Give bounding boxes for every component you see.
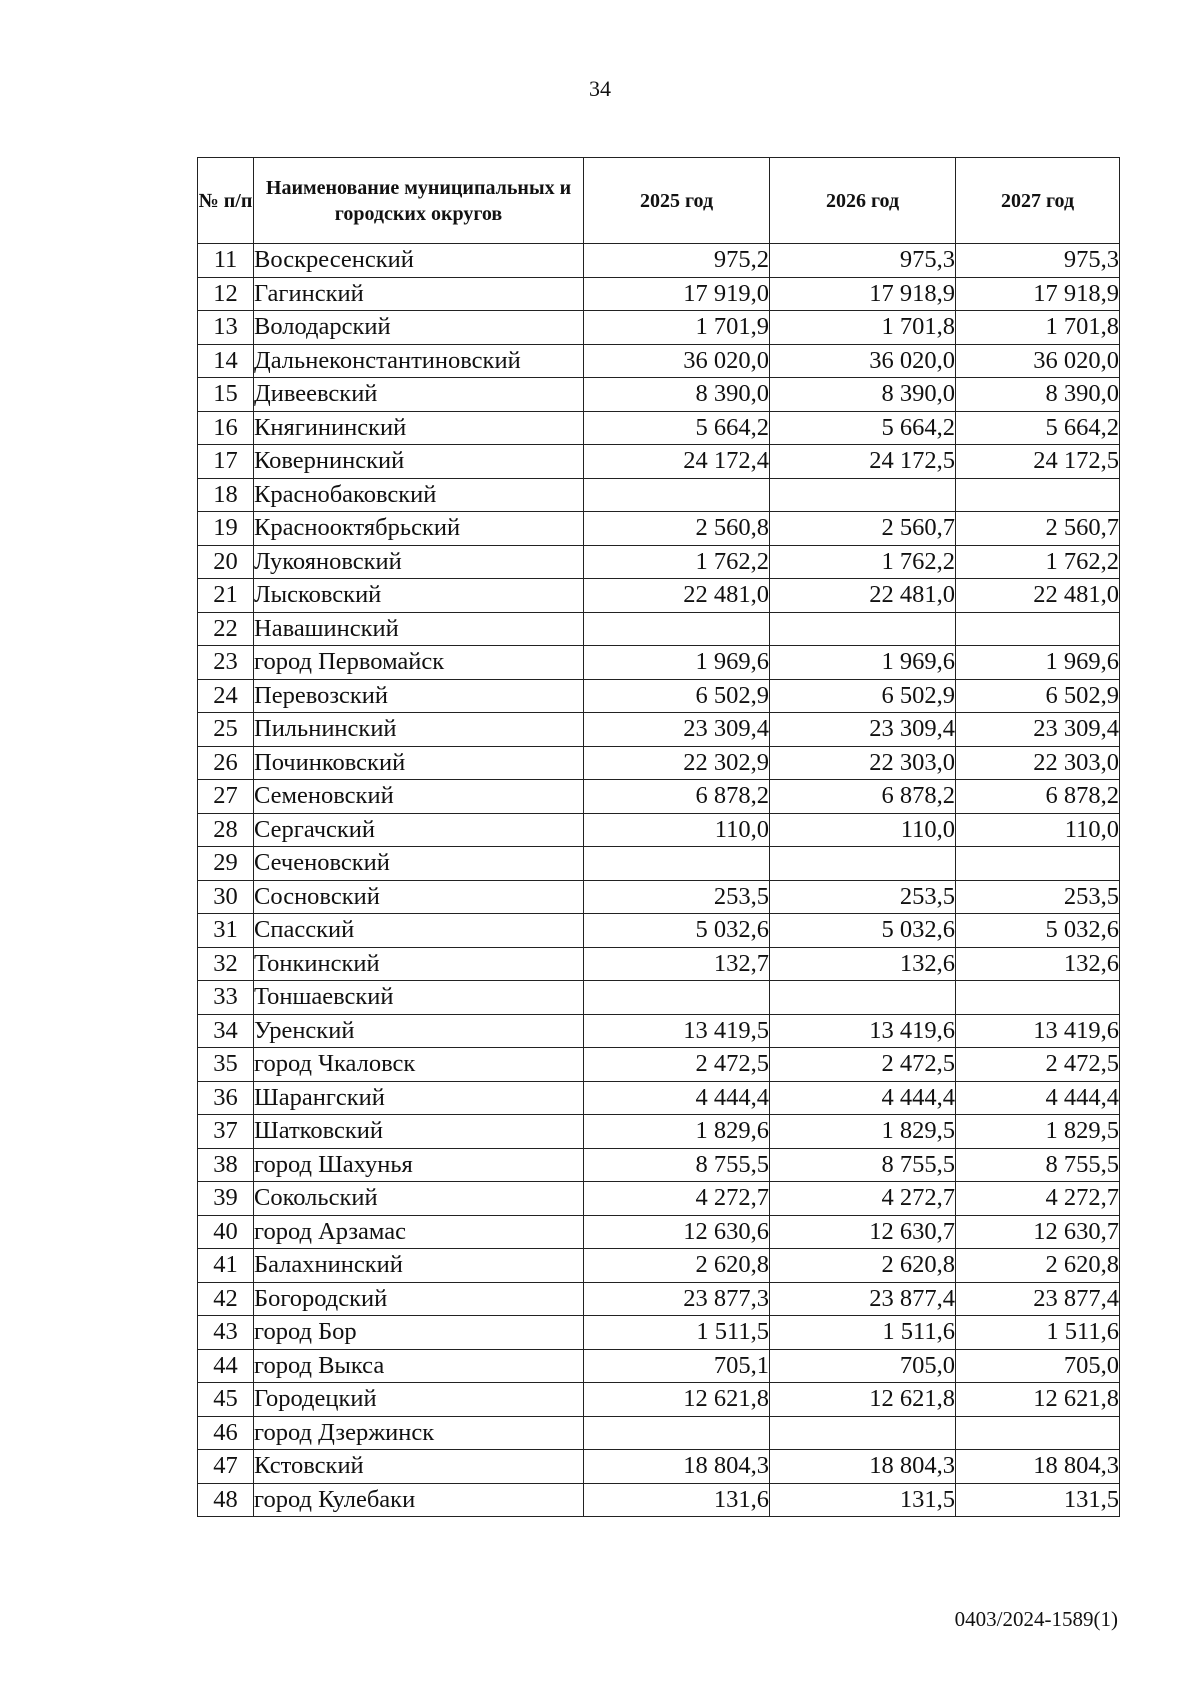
cell-2026: 5 664,2: [770, 411, 956, 445]
cell-2026: 110,0: [770, 813, 956, 847]
cell-num: 42: [198, 1282, 254, 1316]
cell-name: город Чкаловск: [254, 1048, 584, 1082]
cell-name: город Выкса: [254, 1349, 584, 1383]
cell-2026: 23 877,4: [770, 1282, 956, 1316]
cell-2026: [770, 612, 956, 646]
cell-num: 30: [198, 880, 254, 914]
cell-num: 38: [198, 1148, 254, 1182]
cell-2026: 705,0: [770, 1349, 956, 1383]
cell-2026: 1 762,2: [770, 545, 956, 579]
cell-name: Сосновский: [254, 880, 584, 914]
header-row: [198, 158, 1120, 244]
cell-num: 22: [198, 612, 254, 646]
cell-2027: 13 419,6: [956, 1014, 1120, 1048]
cell-num: 32: [198, 947, 254, 981]
cell-num: 17: [198, 445, 254, 479]
cell-2026: 22 303,0: [770, 746, 956, 780]
table-row: [198, 1483, 1120, 1517]
cell-name: Краснобаковский: [254, 478, 584, 512]
cell-name: Воскресенский: [254, 244, 584, 278]
cell-2026: 23 309,4: [770, 713, 956, 747]
cell-2027: 12 630,7: [956, 1215, 1120, 1249]
cell-num: 36: [198, 1081, 254, 1115]
cell-2025: 5 664,2: [584, 411, 770, 445]
table-row: [198, 1215, 1120, 1249]
cell-name: Сеченовский: [254, 847, 584, 881]
table-row: [198, 1182, 1120, 1216]
cell-num: 16: [198, 411, 254, 445]
cell-2027: 6 878,2: [956, 780, 1120, 814]
cell-name: Тонкинский: [254, 947, 584, 981]
cell-num: 23: [198, 646, 254, 680]
cell-num: 47: [198, 1450, 254, 1484]
table-header: [198, 158, 1120, 244]
cell-2026: [770, 847, 956, 881]
cell-name: Починковский: [254, 746, 584, 780]
cell-2025: 13 419,5: [584, 1014, 770, 1048]
cell-num: 13: [198, 311, 254, 345]
cell-2026: 4 444,4: [770, 1081, 956, 1115]
cell-2027: 8 755,5: [956, 1148, 1120, 1182]
header-2027: 2027 год: [956, 158, 1120, 244]
table-row: [198, 612, 1120, 646]
cell-2025: 1 829,6: [584, 1115, 770, 1149]
table-row: [198, 947, 1120, 981]
cell-num: 25: [198, 713, 254, 747]
cell-num: 46: [198, 1416, 254, 1450]
cell-2027: 22 481,0: [956, 579, 1120, 613]
cell-2025: [584, 478, 770, 512]
cell-2027: 132,6: [956, 947, 1120, 981]
cell-num: 40: [198, 1215, 254, 1249]
cell-num: 14: [198, 344, 254, 378]
cell-2027: 36 020,0: [956, 344, 1120, 378]
page-number: 34: [589, 76, 611, 101]
cell-name: Княгининский: [254, 411, 584, 445]
cell-2026: 975,3: [770, 244, 956, 278]
table-row: [198, 478, 1120, 512]
cell-2025: 4 272,7: [584, 1182, 770, 1216]
cell-2025: [584, 981, 770, 1015]
table-row: [198, 914, 1120, 948]
cell-2027: 23 877,4: [956, 1282, 1120, 1316]
cell-2027: 2 620,8: [956, 1249, 1120, 1283]
cell-2027: 4 272,7: [956, 1182, 1120, 1216]
cell-name: город Шахунья: [254, 1148, 584, 1182]
table-row: [198, 545, 1120, 579]
cell-2027: 12 621,8: [956, 1383, 1120, 1417]
table-row: [198, 1282, 1120, 1316]
table-row: [198, 378, 1120, 412]
table-row: [198, 880, 1120, 914]
cell-2026: 18 804,3: [770, 1450, 956, 1484]
cell-2026: 4 272,7: [770, 1182, 956, 1216]
cell-name: Перевозский: [254, 679, 584, 713]
cell-2027: 5 664,2: [956, 411, 1120, 445]
table-row: [198, 1014, 1120, 1048]
cell-num: 24: [198, 679, 254, 713]
cell-2026: 2 560,7: [770, 512, 956, 546]
cell-2026: 8 755,5: [770, 1148, 956, 1182]
cell-2027: 1 969,6: [956, 646, 1120, 680]
table-row: [198, 579, 1120, 613]
cell-2027: 23 309,4: [956, 713, 1120, 747]
header-2025: 2025 год: [584, 158, 770, 244]
cell-2026: 6 502,9: [770, 679, 956, 713]
cell-2026: 1 829,5: [770, 1115, 956, 1149]
header-name: Наименование муниципальных и городских округов: [254, 158, 584, 244]
cell-2026: 1 969,6: [770, 646, 956, 680]
cell-name: Гагинский: [254, 277, 584, 311]
cell-2027: 24 172,5: [956, 445, 1120, 479]
cell-num: 37: [198, 1115, 254, 1149]
cell-2027: 22 303,0: [956, 746, 1120, 780]
cell-2027: [956, 847, 1120, 881]
cell-2025: 8 755,5: [584, 1148, 770, 1182]
cell-2025: 23 877,3: [584, 1282, 770, 1316]
cell-num: 27: [198, 780, 254, 814]
cell-2027: [956, 612, 1120, 646]
cell-2027: 131,5: [956, 1483, 1120, 1517]
cell-name: город Кулебаки: [254, 1483, 584, 1517]
cell-name: Краснооктябрьский: [254, 512, 584, 546]
cell-2026: 24 172,5: [770, 445, 956, 479]
table-row: [198, 981, 1120, 1015]
cell-name: Городецкий: [254, 1383, 584, 1417]
table-row: [198, 713, 1120, 747]
cell-name: город Первомайск: [254, 646, 584, 680]
cell-num: 48: [198, 1483, 254, 1517]
table-row: [198, 411, 1120, 445]
cell-2025: 2 620,8: [584, 1249, 770, 1283]
header-num: № п/п: [198, 158, 254, 244]
cell-num: 21: [198, 579, 254, 613]
cell-name: Дальнеконстантиновский: [254, 344, 584, 378]
cell-name: Пильнинский: [254, 713, 584, 747]
cell-2025: 8 390,0: [584, 378, 770, 412]
cell-2025: 4 444,4: [584, 1081, 770, 1115]
cell-2026: 131,5: [770, 1483, 956, 1517]
table-row: [198, 1148, 1120, 1182]
cell-2025: 22 302,9: [584, 746, 770, 780]
cell-2027: 2 560,7: [956, 512, 1120, 546]
cell-2025: 2 472,5: [584, 1048, 770, 1082]
table-row: [198, 277, 1120, 311]
cell-name: Сергачский: [254, 813, 584, 847]
cell-2026: 1 511,6: [770, 1316, 956, 1350]
cell-2027: 1 762,2: [956, 545, 1120, 579]
cell-name: Володарский: [254, 311, 584, 345]
table-row: [198, 1249, 1120, 1283]
cell-2025: 975,2: [584, 244, 770, 278]
cell-name: Навашинский: [254, 612, 584, 646]
cell-num: 43: [198, 1316, 254, 1350]
cell-2025: 2 560,8: [584, 512, 770, 546]
cell-2025: 22 481,0: [584, 579, 770, 613]
cell-num: 12: [198, 277, 254, 311]
table-row: [198, 780, 1120, 814]
table-row: [198, 1115, 1120, 1149]
cell-2026: 2 472,5: [770, 1048, 956, 1082]
cell-2025: 1 762,2: [584, 545, 770, 579]
cell-2026: [770, 1416, 956, 1450]
budget-table: [197, 157, 1120, 1517]
cell-name: Уренский: [254, 1014, 584, 1048]
cell-2025: 6 878,2: [584, 780, 770, 814]
cell-name: Богородский: [254, 1282, 584, 1316]
cell-num: 29: [198, 847, 254, 881]
table-row: [198, 679, 1120, 713]
cell-num: 15: [198, 378, 254, 412]
cell-2026: [770, 981, 956, 1015]
cell-num: 41: [198, 1249, 254, 1283]
cell-2026: 1 701,8: [770, 311, 956, 345]
table-row: [198, 1416, 1120, 1450]
cell-2027: 1 511,6: [956, 1316, 1120, 1350]
cell-2025: 1 701,9: [584, 311, 770, 345]
cell-2026: 17 918,9: [770, 277, 956, 311]
cell-2025: 5 032,6: [584, 914, 770, 948]
table-row: [198, 746, 1120, 780]
table-row: [198, 1383, 1120, 1417]
cell-num: 18: [198, 478, 254, 512]
table-row: [198, 1048, 1120, 1082]
cell-name: город Бор: [254, 1316, 584, 1350]
table-row: [198, 512, 1120, 546]
table-row: [198, 847, 1120, 881]
cell-num: 44: [198, 1349, 254, 1383]
cell-2026: 6 878,2: [770, 780, 956, 814]
cell-num: 19: [198, 512, 254, 546]
cell-2025: 18 804,3: [584, 1450, 770, 1484]
cell-2027: 5 032,6: [956, 914, 1120, 948]
table-body: [198, 244, 1120, 1517]
cell-num: 26: [198, 746, 254, 780]
cell-2026: 13 419,6: [770, 1014, 956, 1048]
table-row: [198, 311, 1120, 345]
cell-num: 34: [198, 1014, 254, 1048]
cell-2025: 132,7: [584, 947, 770, 981]
cell-2025: 131,6: [584, 1483, 770, 1517]
cell-2027: 253,5: [956, 880, 1120, 914]
cell-2026: 36 020,0: [770, 344, 956, 378]
cell-2027: [956, 981, 1120, 1015]
cell-num: 11: [198, 244, 254, 278]
table-row: [198, 344, 1120, 378]
cell-2025: 6 502,9: [584, 679, 770, 713]
cell-2026: 12 621,8: [770, 1383, 956, 1417]
cell-2026: 2 620,8: [770, 1249, 956, 1283]
header-2026: 2026 год: [770, 158, 956, 244]
table-row: [198, 1450, 1120, 1484]
cell-num: 39: [198, 1182, 254, 1216]
cell-2025: 36 020,0: [584, 344, 770, 378]
cell-2027: 6 502,9: [956, 679, 1120, 713]
cell-name: Тоншаевский: [254, 981, 584, 1015]
cell-2027: 705,0: [956, 1349, 1120, 1383]
cell-2026: 5 032,6: [770, 914, 956, 948]
cell-2027: 1 701,8: [956, 311, 1120, 345]
cell-name: Лукояновский: [254, 545, 584, 579]
cell-2025: 23 309,4: [584, 713, 770, 747]
cell-2026: 132,6: [770, 947, 956, 981]
cell-name: Балахнинский: [254, 1249, 584, 1283]
cell-2025: 12 630,6: [584, 1215, 770, 1249]
cell-2025: 705,1: [584, 1349, 770, 1383]
table-row: [198, 445, 1120, 479]
cell-2027: [956, 478, 1120, 512]
cell-num: 45: [198, 1383, 254, 1417]
cell-2027: 8 390,0: [956, 378, 1120, 412]
cell-2026: 253,5: [770, 880, 956, 914]
cell-2025: 253,5: [584, 880, 770, 914]
cell-2025: 17 919,0: [584, 277, 770, 311]
cell-name: Ковернинский: [254, 445, 584, 479]
table-row: [198, 646, 1120, 680]
cell-name: Шарангский: [254, 1081, 584, 1115]
cell-2025: [584, 847, 770, 881]
table-row: [198, 1316, 1120, 1350]
cell-2025: [584, 1416, 770, 1450]
cell-2025: [584, 612, 770, 646]
cell-name: Семеновский: [254, 780, 584, 814]
table-row: [198, 813, 1120, 847]
cell-num: 33: [198, 981, 254, 1015]
cell-name: Шатковский: [254, 1115, 584, 1149]
cell-2027: 17 918,9: [956, 277, 1120, 311]
cell-2027: 2 472,5: [956, 1048, 1120, 1082]
cell-num: 31: [198, 914, 254, 948]
cell-name: Сокольский: [254, 1182, 584, 1216]
cell-2025: 1 969,6: [584, 646, 770, 680]
cell-2027: 4 444,4: [956, 1081, 1120, 1115]
cell-2025: 12 621,8: [584, 1383, 770, 1417]
table-row: [198, 1349, 1120, 1383]
cell-name: город Дзержинск: [254, 1416, 584, 1450]
cell-name: Спасский: [254, 914, 584, 948]
cell-2027: 1 829,5: [956, 1115, 1120, 1149]
cell-2025: 1 511,5: [584, 1316, 770, 1350]
cell-2025: 24 172,4: [584, 445, 770, 479]
table-row: [198, 1081, 1120, 1115]
cell-name: Кстовский: [254, 1450, 584, 1484]
cell-2027: 975,3: [956, 244, 1120, 278]
cell-num: 28: [198, 813, 254, 847]
cell-num: 35: [198, 1048, 254, 1082]
document-code: 0403/2024-1589(1): [954, 1607, 1118, 1631]
cell-2027: 110,0: [956, 813, 1120, 847]
cell-name: Дивеевский: [254, 378, 584, 412]
cell-2027: [956, 1416, 1120, 1450]
cell-2026: [770, 478, 956, 512]
cell-name: Лысковский: [254, 579, 584, 613]
cell-2026: 12 630,7: [770, 1215, 956, 1249]
cell-2026: 22 481,0: [770, 579, 956, 613]
cell-2026: 8 390,0: [770, 378, 956, 412]
cell-num: 20: [198, 545, 254, 579]
cell-name: город Арзамас: [254, 1215, 584, 1249]
cell-2025: 110,0: [584, 813, 770, 847]
table-row: [198, 244, 1120, 278]
cell-2027: 18 804,3: [956, 1450, 1120, 1484]
